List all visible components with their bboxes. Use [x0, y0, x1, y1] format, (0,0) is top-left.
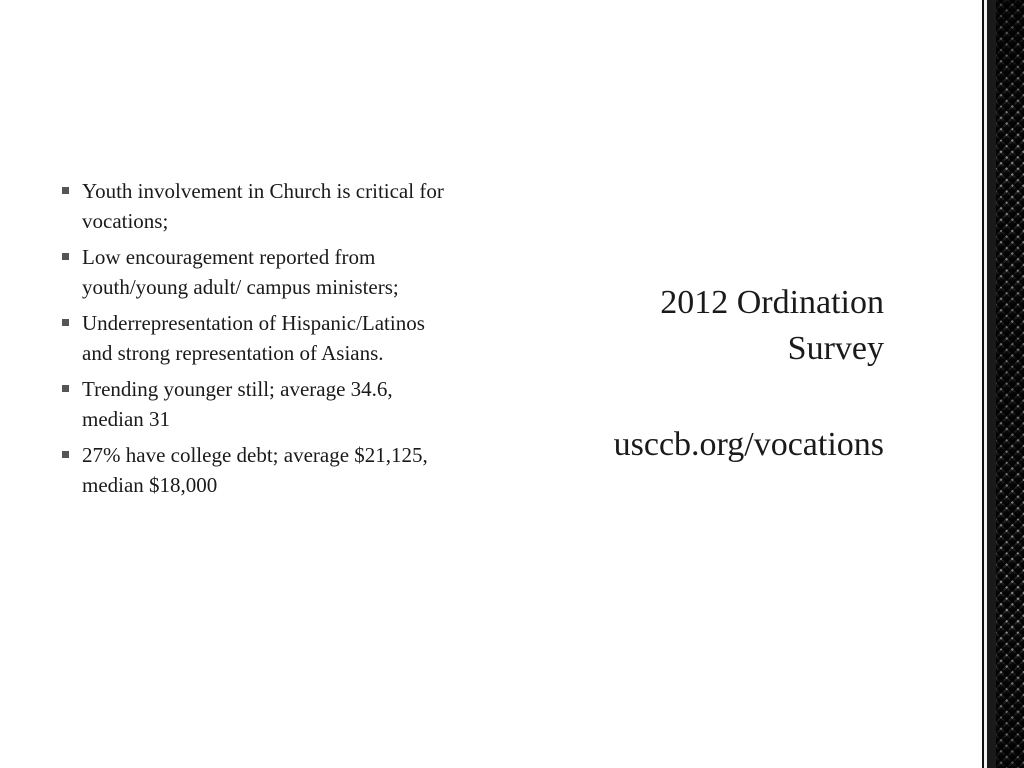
- bullet-text: 27% have college debt; average $21,125, median $18,000: [82, 443, 428, 497]
- bullet-item: [60, 176, 445, 236]
- square-bullet-icon: [62, 385, 69, 392]
- slide-title-line-1: 2012 Ordination: [660, 284, 884, 321]
- square-bullet-icon: [62, 319, 69, 326]
- slide-title: [544, 280, 884, 372]
- bullet-list: [60, 176, 445, 506]
- website-url: usccb.org/vocations: [613, 426, 884, 463]
- bullet-text: Low encouragement reported from youth/young adult/ campus ministers;: [82, 245, 399, 299]
- bullet-item: [60, 374, 445, 434]
- square-bullet-icon: [62, 253, 69, 260]
- slide-title-line-2: Survey: [787, 330, 884, 367]
- decorative-side-border: [978, 0, 1024, 768]
- bullet-text: Underrepresentation of Hispanic/Latinos and strong representation of Asians.: [82, 311, 425, 365]
- bullet-text: Youth involvement in Church is critical for vocations;: [82, 179, 444, 233]
- square-bullet-icon: [62, 187, 69, 194]
- bullet-item: [60, 308, 445, 368]
- bullet-item: [60, 440, 445, 500]
- bullet-item: [60, 242, 445, 302]
- bullet-text: Trending younger still; average 34.6, median 31: [82, 377, 393, 431]
- square-bullet-icon: [62, 451, 69, 458]
